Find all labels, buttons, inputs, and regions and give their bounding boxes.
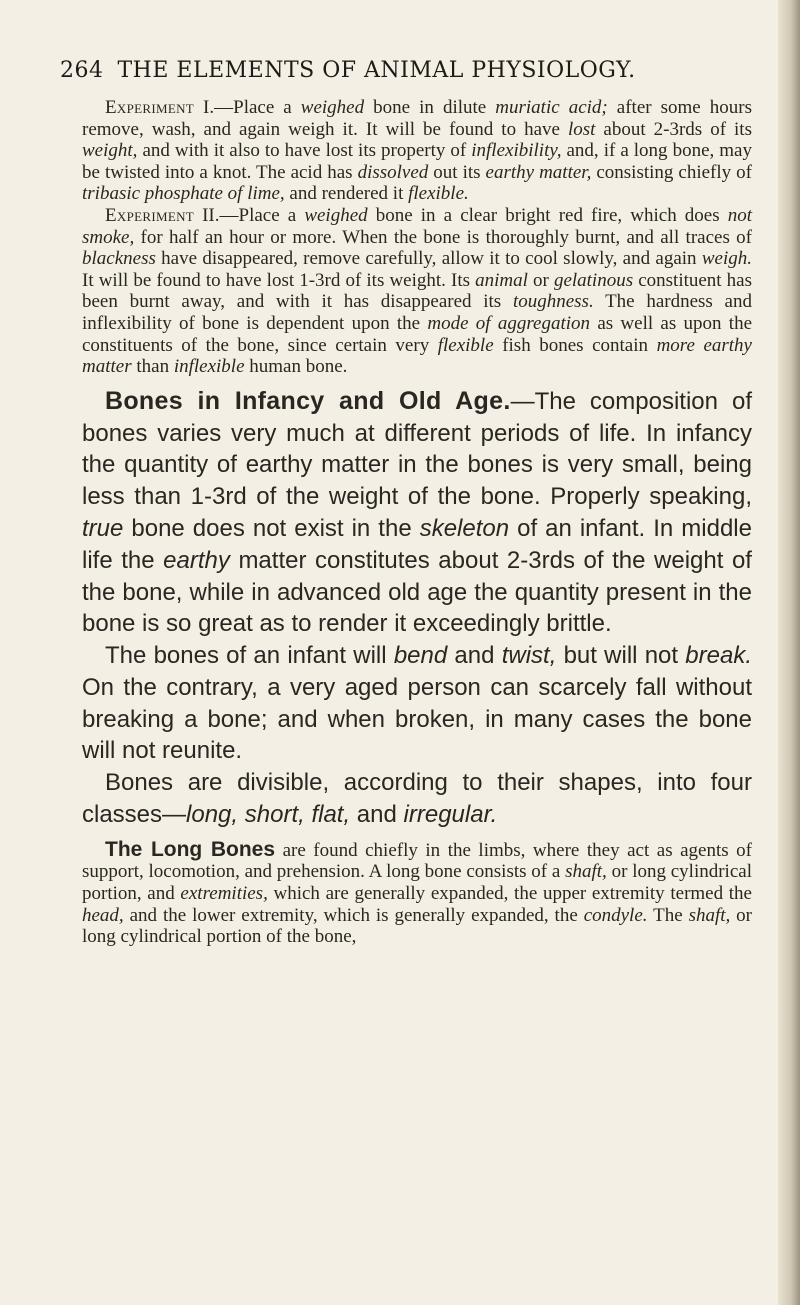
section-heading: Bones in Infancy and Old Age.: [105, 386, 511, 415]
page-edge: [778, 0, 800, 1305]
section-heading: The Long Bones: [105, 837, 276, 861]
page-number: 264: [60, 58, 104, 83]
long-bones-paragraph: The Long Bones are found chiefly in the limbs, where they act as agents of support, locomotion, and prehension. A long bone consists of a shaft, or long cylindrical portion, and extremities, which are generally expanded, the upper extremity termed the head, and the lower extremity, which is generally expanded, the condyle. The shaft, or long cylindrical portion of the bone,: [82, 837, 753, 948]
experiment-1-paragraph: Experiment I.—Place a weighed bone in dilute muriatic acid; after some hours remove, wash, and again weigh it. It will be found to have lost about 2-3rds of its weight, and with it also to have lost its property of inflexibility, and, if a long bone, may be twisted into a knot. The acid has dissolved out its earthy matter, consisting chiefly of tribasic phosphate of lime, and rendered it flexible.: [82, 97, 753, 205]
infant-bones-paragraph: The bones of an infant will bend and twist, but will not break. On the contrary, a very aged person can scarcely fall without breaking a bone; and when broken, in many cases the bone will not reunite.: [82, 642, 752, 765]
bone-classes-paragraph: Bones are divisible, according to their shapes, into four classes—long, short, flat, and irregular.: [82, 769, 752, 829]
running-header: [60, 58, 760, 83]
experiment-label: Experiment: [105, 204, 194, 226]
experiment-label: Experiment: [105, 97, 194, 118]
page-body: [82, 97, 752, 948]
experiment-2-paragraph: Experiment II.—Place a weighed bone in a clear bright red fire, which does not smoke, for half an hour or more. When the bone is thoroughly burnt, and all traces of blackness have disappeared, remove carefully, allow it to cool slowly, and again weigh. It will be found to have lost 1-3rd of its weight. Its animal or gelatinous constituent has been burnt away, and with it has disappeared its toughness. The hardness and inflexibility of bone is dependent upon the mode of aggregation as well as upon the constituents of the bone, since certain very flexible fish bones contain more earthy matter than inflexible human bone.: [82, 204, 753, 378]
infancy-old-age-paragraph: Bones in Infancy and Old Age.—The composition of bones varies very much at different periods of life. In infancy the quantity of earthy matter in the bones is very small, being less than 1-3rd of the weight of the bone. Properly speaking, true bone does not exist in the skeleton of an infant. In middle life the earthy matter constitutes about 2-3rds of the weight of the bone, while in advanced old age the quantity present in the bone is so great as to render it exceedingly brittle.: [82, 386, 752, 638]
running-title: THE ELEMENTS OF ANIMAL PHYSIOLOGY.: [117, 58, 636, 83]
